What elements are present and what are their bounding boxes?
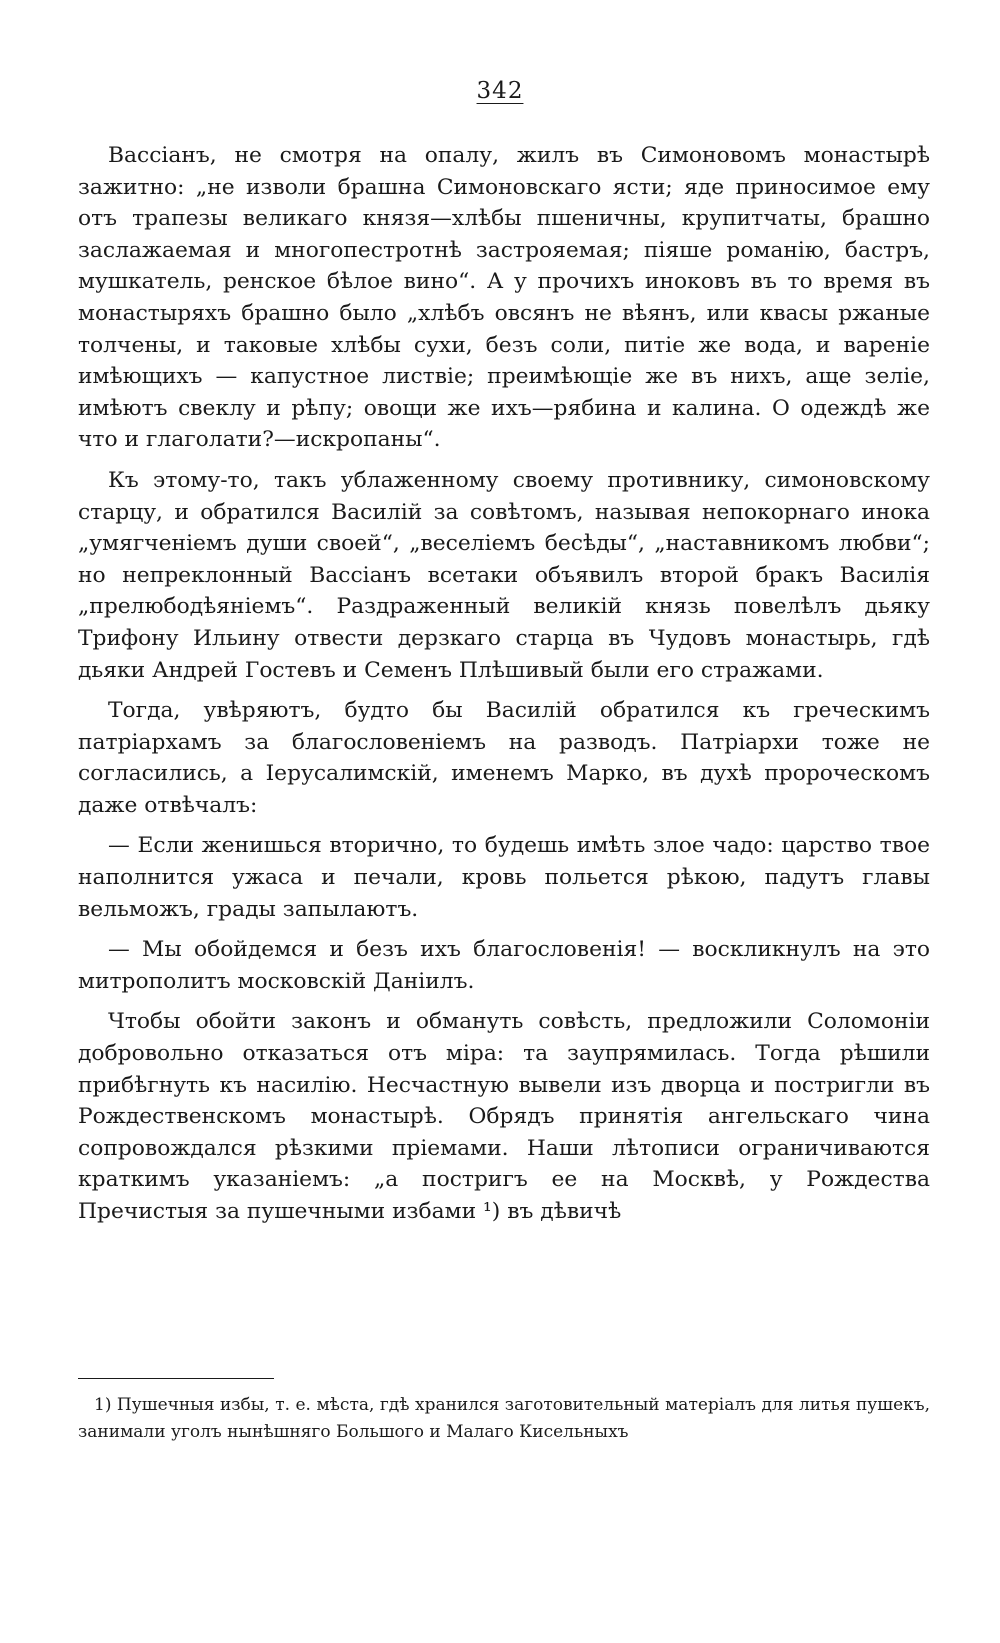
footnote-divider [78, 1378, 274, 1379]
body-text [78, 140, 930, 1237]
paragraph-daniil-reply: — Мы обойдемся и безъ ихъ благословенія! — воскликнулъ на это митрополитъ московскій Даніилъ. [78, 937, 930, 994]
paragraph-prophecy: — Если женишься вторично, то будешь имѣть злое чадо: царство твое наполнится ужаса и печали, кровь польется рѣкою, падутъ главы вельможъ, грады запылаютъ. [78, 833, 930, 922]
paragraph-vasily-counsel: Къ этому-то, такъ ублаженному своему противнику, симоновскому старцу, и обратился Василій за совѣтомъ, называя непокорнаго инока „умягченіемъ души своей“, „веселіемъ бесѣды“, „наставникомъ любви“; но непреклонный Вассіанъ всетаки объявилъ второй бракъ Василія „прелюбодѣяніемъ“. Раздраженный великій князь повелѣлъ дьяку Трифону Ильину отвести дерзкаго старца въ Чудовъ монастырь, гдѣ дьяки Андрей Гостевъ и Семенъ Плѣшивый были его стражами. [78, 467, 930, 683]
footnote: 1) Пушечныя избы, т. е. мѣста, гдѣ хранился заготовительный матеріалъ для литья пушекъ, занимали уголъ нынѣшняго Большого и Малаго Кисельныхъ [78, 1395, 930, 1442]
paragraph-vassian-fare: Вассіанъ, не смотря на опалу, жилъ въ Симоновомъ монастырѣ зажитно: „не изволи брашна Симоновскаго ясти; яде приносимое ему отъ трапезы великаго князя—хлѣбы пшеничны, крупитчаты, брашно заслажаемая и многопестротнѣ застрояемая; піяше романію, бастръ, мушкатель, ренское бѣлое вино“. А у прочихъ иноковъ въ то время въ монастыряхъ брашно было „хлѣбъ овсянъ не вѣянъ, или квасы ржаные толчены, и таковые хлѣбы сухи, безъ соли, питіе же вода, и вареніе имѣющихъ — капустное листвіе; преимѣющіе же въ нихъ, аще зеліе, имѣютъ свеклу и рѣпу; овощи же ихъ—рябина и калина. О одеждѣ же что и глаголати?—искропаны“. [78, 143, 930, 453]
paragraph-patriarchs: Тогда, увѣряютъ, будто бы Василій обратился къ греческимъ патріархамъ за благословеніемъ на разводъ. Патріархи тоже не согласились, а Іерусалимскій, именемъ Марко, въ духѣ пророческомъ даже отвѣчалъ: [78, 698, 930, 818]
page-number: 342 [476, 78, 524, 104]
paragraph-solomonia: Чтобы обойти законъ и обмануть совѣсть, предложили Соломоніи добровольно отказаться отъ міра: та заупрямилась. Тогда рѣшили прибѣгнуть къ насилію. Несчастную вывели изъ дворца и постригли въ Рождественскомъ монастырѣ. Обрядъ принятія ангельскаго чина сопровождался рѣзкими пріемами. Наши лѣтописи ограничиваются краткимъ указаніемъ: „а постригъ ее на Москвѣ, у Рождества Пречистыя за пушечными избами ¹) въ дѣвичѣ [78, 1009, 930, 1224]
